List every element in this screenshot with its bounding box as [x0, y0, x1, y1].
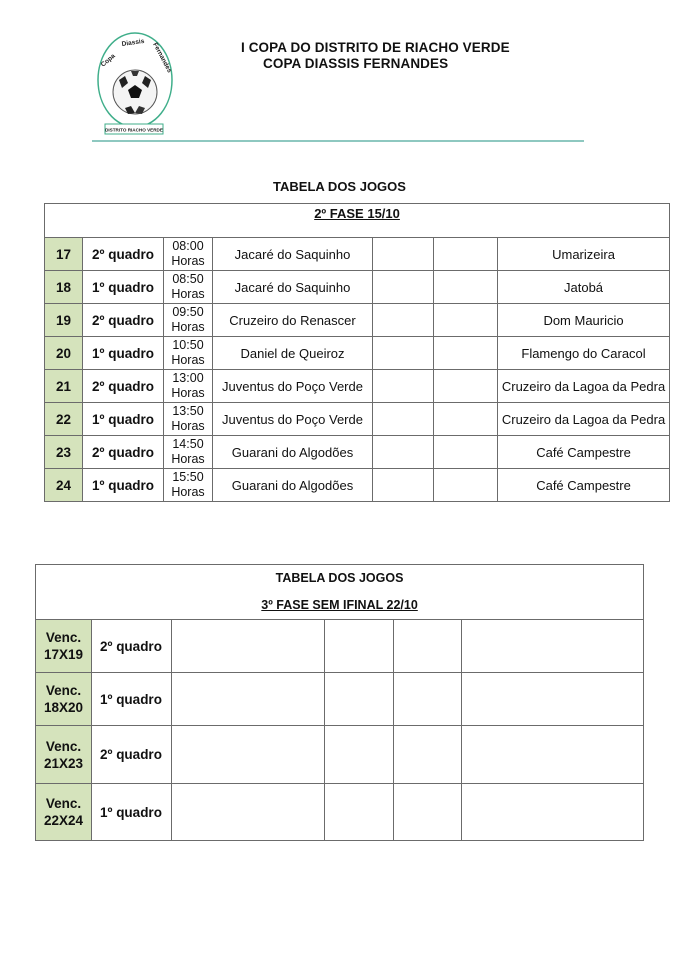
game-number: 23 [45, 436, 83, 469]
game-time-unit: Horas [171, 386, 205, 400]
away-team: Café Campestre [498, 469, 670, 502]
away-score-cell [394, 726, 462, 784]
game-time: 08:50 [172, 272, 204, 286]
home-score-cell [325, 726, 394, 784]
game-time-cell [164, 271, 213, 304]
svg-text:Diassis: Diassis [121, 37, 145, 48]
game-time-cell [164, 469, 213, 502]
home-score-cell [373, 436, 434, 469]
away-score-cell [434, 469, 498, 502]
semifinal-row [36, 673, 644, 726]
semifinal-quadro: 1º quadro [92, 673, 172, 726]
game-time-unit: Horas [171, 419, 205, 433]
svg-text:Fernandes: Fernandes [151, 41, 173, 74]
away-score-cell [434, 271, 498, 304]
fase2-subtitle: 2º FASE 15/10 [314, 206, 400, 221]
fase2-table-title: TABELA DOS JOGOS [273, 179, 406, 194]
game-time-cell [164, 403, 213, 436]
semifinal-match: 22X24 [43, 813, 84, 828]
game-number: 24 [45, 469, 83, 502]
away-team-cell [462, 784, 644, 841]
semifinal-row [36, 784, 644, 841]
soccer-ball-icon [95, 30, 175, 138]
home-score-cell [373, 304, 434, 337]
home-team: Guarani do Algodões [213, 469, 373, 502]
semifinal-row [36, 726, 644, 784]
away-score-cell [394, 620, 462, 673]
game-row [45, 238, 670, 271]
home-team: Jacaré do Saquinho [213, 271, 373, 304]
home-team: Juventus do Poço Verde [213, 370, 373, 403]
home-team: Cruzeiro do Renascer [213, 304, 373, 337]
away-score-cell [434, 238, 498, 271]
semifinal-quadro: 2º quadro [92, 726, 172, 784]
semifinal-match-cell [36, 726, 92, 784]
semifinal-match-cell [36, 784, 92, 841]
away-team: Cruzeiro da Lagoa da Pedra [498, 403, 670, 436]
home-score-cell [373, 469, 434, 502]
game-quadro: 1º quadro [83, 271, 164, 304]
game-time-cell [164, 238, 213, 271]
game-time: 08:00 [172, 239, 204, 253]
home-score-cell [373, 337, 434, 370]
venc-label: Venc. [45, 796, 82, 811]
game-row [45, 271, 670, 304]
game-time: 14:50 [172, 437, 204, 451]
away-score-cell [434, 337, 498, 370]
home-team: Jacaré do Saquinho [213, 238, 373, 271]
game-quadro: 2º quadro [83, 370, 164, 403]
game-quadro: 1º quadro [83, 469, 164, 502]
game-row [45, 304, 670, 337]
fase3-header-cell [36, 565, 644, 620]
game-quadro: 2º quadro [83, 436, 164, 469]
fase2-games-table [44, 203, 670, 502]
away-team: Cruzeiro da Lagoa da Pedra [498, 370, 670, 403]
away-team: Café Campestre [498, 436, 670, 469]
game-quadro: 1º quadro [83, 337, 164, 370]
game-quadro: 2º quadro [83, 304, 164, 337]
game-row [45, 403, 670, 436]
semifinal-quadro: 2º quadro [92, 620, 172, 673]
away-team: Umarizeira [498, 238, 670, 271]
fase3-subtitle: 3º FASE SEM IFINAL 22/10 [261, 598, 418, 612]
game-quadro: 1º quadro [83, 403, 164, 436]
game-number: 18 [45, 271, 83, 304]
home-team-cell [172, 784, 325, 841]
game-number: 21 [45, 370, 83, 403]
home-team-cell [172, 620, 325, 673]
home-score-cell [373, 271, 434, 304]
home-score-cell [373, 238, 434, 271]
away-team: Dom Mauricio [498, 304, 670, 337]
game-time-unit: Horas [171, 320, 205, 334]
away-score-cell [434, 403, 498, 436]
document-subtitle: COPA DIASSIS FERNANDES [263, 56, 449, 71]
semifinal-match: 17X19 [43, 647, 84, 662]
game-number: 17 [45, 238, 83, 271]
fase3-games-table [35, 564, 644, 841]
semifinal-row [36, 620, 644, 673]
game-number: 20 [45, 337, 83, 370]
away-team-cell [462, 726, 644, 784]
game-time-unit: Horas [171, 287, 205, 301]
svg-text:DISTRITO RIACHO VERDE: DISTRITO RIACHO VERDE [105, 127, 163, 133]
away-score-cell [434, 436, 498, 469]
home-team: Guarani do Algodões [213, 436, 373, 469]
home-score-cell [373, 370, 434, 403]
game-row [45, 370, 670, 403]
away-team-cell [462, 620, 644, 673]
home-score-cell [325, 673, 394, 726]
semifinal-match-cell [36, 673, 92, 726]
semifinal-match: 21X23 [43, 755, 84, 771]
away-score-cell [394, 673, 462, 726]
away-score-cell [434, 304, 498, 337]
game-time-unit: Horas [171, 254, 205, 268]
tournament-logo [95, 30, 175, 138]
game-time: 13:00 [172, 371, 204, 385]
venc-label: Venc. [45, 630, 82, 645]
home-team-cell [172, 673, 325, 726]
game-row [45, 436, 670, 469]
away-team: Jatobá [498, 271, 670, 304]
away-score-cell [394, 784, 462, 841]
game-row [45, 337, 670, 370]
game-time: 09:50 [172, 305, 204, 319]
home-score-cell [325, 784, 394, 841]
away-team-cell [462, 673, 644, 726]
game-row [45, 469, 670, 502]
game-time-unit: Horas [171, 353, 205, 367]
game-time-cell [164, 436, 213, 469]
game-time-cell [164, 304, 213, 337]
game-time: 13:50 [172, 404, 204, 418]
home-team-cell [172, 726, 325, 784]
game-time-unit: Horas [171, 485, 205, 499]
game-number: 19 [45, 304, 83, 337]
home-team: Juventus do Poço Verde [213, 403, 373, 436]
fase3-table-title: TABELA DOS JOGOS [275, 571, 404, 585]
semifinal-match: 18X20 [43, 700, 84, 715]
game-time-cell [164, 370, 213, 403]
game-number: 22 [45, 403, 83, 436]
game-time-cell [164, 337, 213, 370]
home-team: Daniel de Queiroz [213, 337, 373, 370]
venc-label: Venc. [45, 738, 82, 754]
fase2-header-cell [45, 204, 670, 238]
home-score-cell [373, 403, 434, 436]
game-time: 10:50 [172, 338, 204, 352]
game-time-unit: Horas [171, 452, 205, 466]
document-title: I COPA DO DISTRITO DE RIACHO VERDE [241, 40, 510, 55]
semifinal-quadro: 1º quadro [92, 784, 172, 841]
home-score-cell [325, 620, 394, 673]
away-score-cell [434, 370, 498, 403]
game-time: 15:50 [172, 470, 204, 484]
header-divider [92, 140, 584, 142]
semifinal-match-cell [36, 620, 92, 673]
game-quadro: 2º quadro [83, 238, 164, 271]
away-team: Flamengo do Caracol [498, 337, 670, 370]
logo-arc-text-1: Copa [99, 52, 117, 69]
venc-label: Venc. [45, 683, 82, 698]
